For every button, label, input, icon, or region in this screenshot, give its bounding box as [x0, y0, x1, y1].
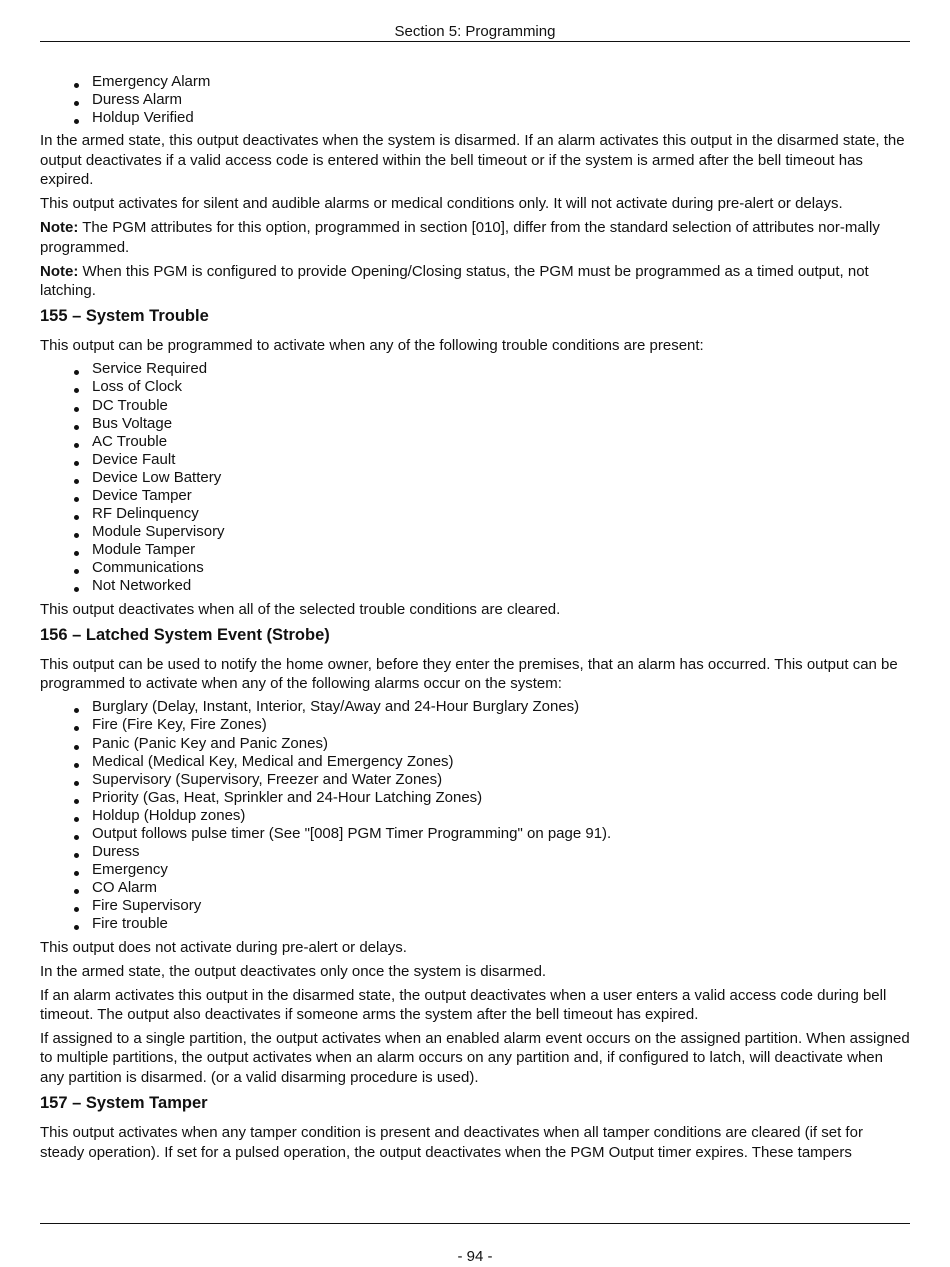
paragraph: This output deactivates when all of the selected trouble conditions are cleared. [40, 600, 561, 618]
section-heading-157: 157 – System Tamper [40, 1094, 208, 1113]
paragraph: If an alarm activates this output in the disarmed state, the output deactivates when a user enters a valid access code during bell timeout. The output also deactivates if someone arms the system after the bell timeout has expired. [40, 986, 887, 1023]
list-item: Device Tamper [40, 487, 910, 505]
note-label: Note: [40, 262, 79, 280]
list-item: Supervisory (Supervisory, Freezer and Water Zones) [40, 771, 910, 789]
header-rule [40, 41, 910, 42]
section-heading-156: 156 – Latched System Event (Strobe) [40, 625, 330, 644]
document-body [40, 73, 910, 1167]
list-item: AC Trouble [40, 433, 910, 451]
list-item: Duress [40, 843, 910, 861]
paragraph: If assigned to a single partition, the output activates when an enabled alarm event occurs on the assigned partition. When assigned to multiple partitions, the output activates when an alarm occurs on any partition and, if configured to latch, will deactivate when any partition is disarmed. (or a valid disarming procedure is used). [40, 1029, 910, 1086]
list-item: Duress Alarm [40, 91, 910, 109]
list-item: Holdup Verified [40, 109, 910, 127]
list-item: Device Low Battery [40, 469, 910, 487]
list-item: Bus Voltage [40, 415, 910, 433]
list-item: Output follows pulse timer (See "[008] PGM Timer Programming" on page 91). [40, 825, 910, 843]
list-item: DC Trouble [40, 397, 910, 415]
footer-rule [40, 1223, 910, 1224]
note-paragraph [40, 262, 910, 301]
list-item: Medical (Medical Key, Medical and Emergency Zones) [40, 753, 910, 771]
list-item: RF Delinquency [40, 505, 910, 523]
paragraph: This output activates for silent and audible alarms or medical conditions only. It will not activate during pre-alert or delays. [40, 195, 843, 213]
list-item: Panic (Panic Key and Panic Zones) [40, 735, 910, 753]
page-header: Section 5: Programming [394, 23, 556, 40]
note-label: Note: [40, 219, 79, 237]
list-item: Fire trouble [40, 915, 910, 933]
list-item: Module Tamper [40, 541, 910, 559]
paragraph: In the armed state, the output deactivates only once the system is disarmed. [40, 962, 547, 980]
paragraph: This output does not activate during pre-alert or delays. [40, 938, 407, 956]
alarm-bullet-list [40, 698, 910, 933]
paragraph: In the armed state, this output deactivates when the system is disarmed. If an alarm activates this output in the disarmed state, the output deactivates if a valid access code is entered within the bell timeout or if the system is armed after the bell timeout has expired. [40, 132, 905, 189]
note-paragraph [40, 218, 910, 257]
intro-bullet-list [40, 73, 910, 127]
trouble-bullet-list [40, 360, 910, 595]
section-heading-155: 155 – System Trouble [40, 307, 209, 326]
paragraph: This output can be programmed to activate when any of the following trouble conditions are present: [40, 337, 704, 355]
list-item: Service Required [40, 360, 910, 378]
page-number: - 94 - [457, 1248, 493, 1265]
list-item: CO Alarm [40, 879, 910, 897]
note-text: When this PGM is configured to provide Opening/Closing status, the PGM must be programmed as a timed output, not latching. [40, 262, 869, 299]
list-item: Emergency Alarm [40, 73, 910, 91]
list-item: Module Supervisory [40, 523, 910, 541]
note-text: The PGM attributes for this option, programmed in section [010], differ from the standard selection of attributes nor-mally programmed. [40, 219, 880, 256]
list-item: Burglary (Delay, Instant, Interior, Stay/Away and 24-Hour Burglary Zones) [40, 698, 910, 716]
paragraph: This output can be used to notify the home owner, before they enter the premises, that an alarm has occurred. This output can be programmed to activate when any of the following alarms occur on the system: [40, 655, 898, 693]
list-item: Not Networked [40, 577, 910, 595]
list-item: Communications [40, 559, 910, 577]
list-item: Holdup (Holdup zones) [40, 807, 910, 825]
list-item: Fire (Fire Key, Fire Zones) [40, 716, 910, 734]
list-item: Emergency [40, 861, 910, 879]
paragraph: This output activates when any tamper condition is present and deactivates when all tamper conditions are cleared (if set for steady operation). If set for a pulsed operation, the output deactivates when the PGM Output timer expires. These tampers [40, 1124, 863, 1161]
list-item: Device Fault [40, 451, 910, 469]
list-item: Loss of Clock [40, 378, 910, 396]
list-item: Priority (Gas, Heat, Sprinkler and 24-Hour Latching Zones) [40, 789, 910, 807]
list-item: Fire Supervisory [40, 897, 910, 915]
